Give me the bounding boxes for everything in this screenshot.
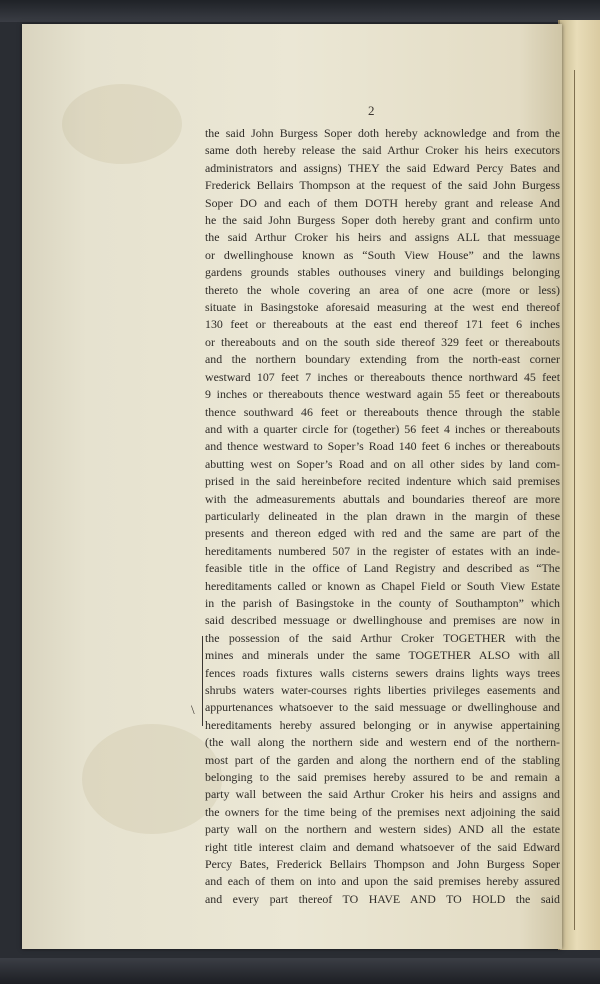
text-line: right title interest claim and demand whatsoever of the said Edward bbox=[205, 839, 560, 854]
book-binding-bottom bbox=[0, 958, 600, 984]
text-line: or thereabouts and on the south side thereof 329 feet or thereabouts bbox=[205, 334, 560, 349]
text-line: mines and minerals under the same TOGETHER ALSO with all bbox=[205, 648, 560, 663]
text-line: with the admeasurements abuttals and boundaries thereof are more bbox=[205, 491, 560, 506]
text-line: hereditaments hereby assured belonging or in anywise appertaining bbox=[205, 717, 560, 732]
text-line: the said John Burgess Soper doth hereby acknowledge and from the bbox=[205, 126, 560, 140]
text-line: and the northern boundary extending from the north-east corner bbox=[205, 352, 560, 367]
text-line: Percy Bates, Frederick Bellairs Thompson and John Burgess Soper bbox=[205, 857, 560, 872]
paper-stain bbox=[62, 84, 182, 164]
text-line: Frederick Bellairs Thompson at the request of the said John Burgess bbox=[205, 178, 560, 193]
text-line: he the said John Burgess Soper doth hereby grant and confirm unto bbox=[205, 213, 560, 228]
text-line: appurtenances whatsoever to the said messuage or dwellinghouse and bbox=[205, 700, 560, 715]
text-line: fences roads fixtures walls cisterns sewers drains lights ways trees bbox=[205, 665, 560, 680]
adjacent-page-edge bbox=[558, 20, 600, 950]
text-line: situate in Basingstoke aforesaid measuring at the west end thereof bbox=[205, 300, 560, 315]
text-line: most part of the garden and along the northern end of the stabling bbox=[205, 752, 560, 767]
paper-stain bbox=[82, 724, 222, 834]
text-line: 130 feet or thereabouts at the east end thereof 171 feet 6 inches bbox=[205, 317, 560, 332]
text-line: particularly delineated in the plan drawn in the margin of these bbox=[205, 508, 560, 523]
text-line: administrators and assigns) THEY the said Edward Percy Bates and bbox=[205, 160, 560, 175]
text-line: thereto the whole covering an area of one acre (more or less) bbox=[205, 282, 560, 297]
text-line: same doth hereby release the said Arthur Croker his heirs executors bbox=[205, 143, 560, 158]
margin-mark: \ bbox=[191, 702, 195, 717]
text-line: (the wall along the northern side and western end of the northern- bbox=[205, 735, 560, 750]
page-number: 2 bbox=[368, 103, 375, 118]
text-line: hereditaments numbered 507 in the register of estates with an inde- bbox=[205, 543, 560, 558]
text-line: and every part thereof TO HAVE AND TO HOLD the said bbox=[205, 891, 560, 906]
text-line: the possession of the said Arthur Croker TOGETHER with the bbox=[205, 630, 560, 645]
text-line: westward 107 feet 7 inches or thereabouts thence northward 45 feet bbox=[205, 369, 560, 384]
text-line: and each of them on into and upon the said premises hereby assured bbox=[205, 874, 560, 889]
text-line: hereditaments called or known as Chapel Field or South View Estate bbox=[205, 578, 560, 593]
text-line: shrubs waters water-courses rights liberties privileges easements and bbox=[205, 683, 560, 697]
text-line: and with a quarter circle for (together) 56 feet 4 inches or thereabouts bbox=[205, 421, 560, 436]
text-line: thence southward 46 feet or thereabouts thence through the stable bbox=[205, 404, 560, 419]
text-line: presents and thereon edged with red and the same are part of the bbox=[205, 526, 560, 541]
text-line: Soper DO and each of them DOTH hereby grant and release And bbox=[205, 195, 560, 210]
text-line: belonging to the said premises hereby assured to be and remain a bbox=[205, 770, 560, 785]
text-line: and thence westward to Soper’s Road 140 feet 6 inches or thereabouts bbox=[205, 439, 560, 454]
text-line: gardens grounds stables outhouses vinery and buildings belonging bbox=[205, 265, 560, 280]
text-line: the said Arthur Croker his heirs and assigns ALL that messuage bbox=[205, 230, 560, 245]
text-line: in the parish of Basingstoke in the county of Southampton” which bbox=[205, 595, 560, 610]
text-line: party wall on the northern and western sides) AND all the estate bbox=[205, 822, 560, 837]
book-binding-top bbox=[0, 0, 600, 22]
text-line: feasible title in the office of Land Registry and described as “The bbox=[205, 561, 560, 576]
adjacent-page-rule bbox=[574, 70, 600, 930]
text-line: or dwellinghouse known as “South View House” and the lawns bbox=[205, 247, 560, 262]
text-line: said described messuage or dwellinghouse and premises are now in bbox=[205, 613, 560, 628]
text-line: abutting west on Soper’s Road and on all other sides by land com- bbox=[205, 456, 560, 471]
deed-text bbox=[205, 125, 560, 908]
text-line: party wall between the said Arthur Croker his heirs and assigns and bbox=[205, 787, 560, 802]
margin-bracket bbox=[202, 636, 209, 726]
text-line: the owners for the time being of the premises next adjoining the said bbox=[205, 804, 560, 819]
text-line: prised in the said hereinbefore recited indenture which said premises bbox=[205, 474, 560, 489]
text-line: 9 inches or thereabouts thence westward again 55 feet or thereabouts bbox=[205, 387, 560, 402]
